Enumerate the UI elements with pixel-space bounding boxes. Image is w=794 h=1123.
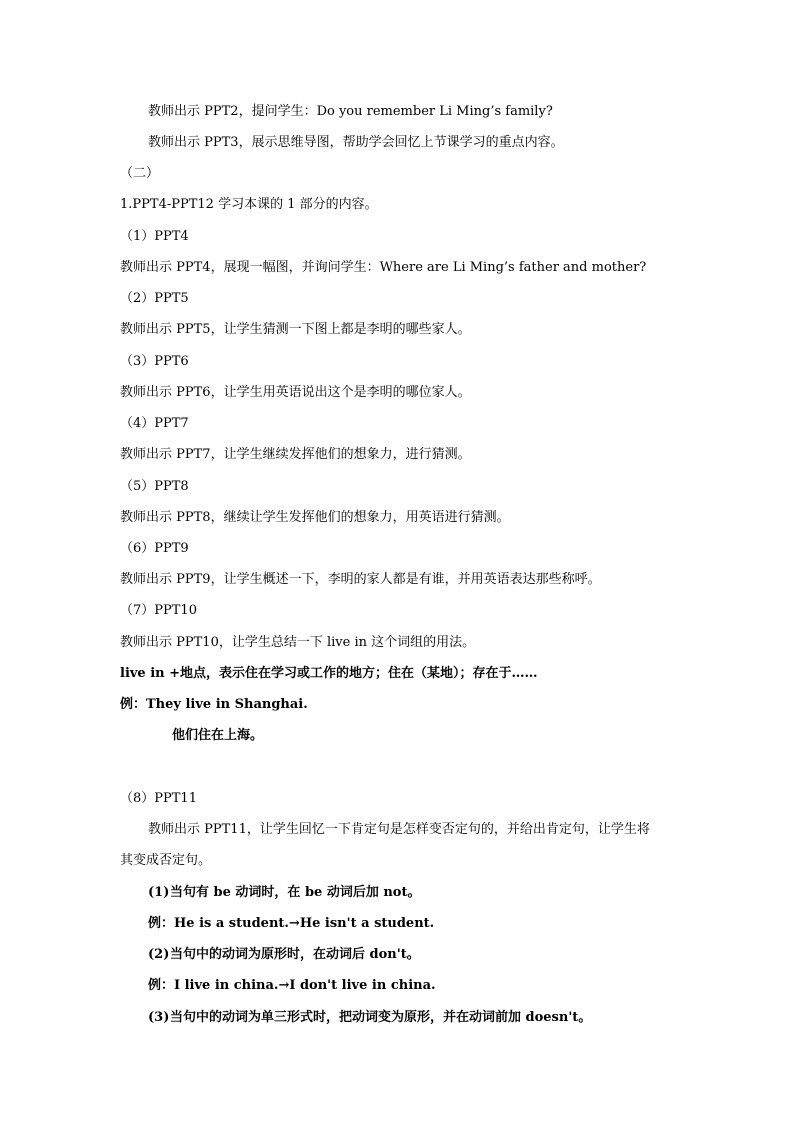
paragraph-ppt4: 教师出示 PPT4，展现一幅图，并询问学生：Where are Li Ming’s father and mother?: [120, 260, 647, 275]
paragraph-ppt9: 教师出示 PPT9，让学生概述一下，李明的家人都是有谁，并用英语表达那些称呼。: [120, 572, 601, 587]
sub-heading-ppt4: （1）PPT4: [120, 229, 189, 244]
rule-2-text: 当句中的动词为原形时，在动词后 don't。: [170, 947, 420, 962]
rule-3-number: (3): [148, 1010, 170, 1025]
example-translation: 他们住在上海。: [172, 728, 264, 743]
step-heading-1: 1.PPT4-PPT12 学习本课的 1 部分的内容。: [120, 197, 378, 212]
sub-heading-ppt7: （4）PPT7: [120, 416, 189, 431]
paragraph-ppt6: 教师出示 PPT6，让学生用英语说出这个是李明的哪位家人。: [120, 385, 471, 400]
rule-1-example: 例：He is a student.→He isn't a student.: [148, 916, 435, 931]
paragraph-ppt8: 教师出示 PPT8，继续让学生发挥他们的想象力，用英语进行猜测。: [120, 510, 510, 525]
grammar-rule-live-in: live in +地点，表示住在学习或工作的地方；住在（某地）；存在于……: [120, 666, 538, 681]
rule-1-number: (1): [148, 885, 170, 900]
sub-heading-ppt6: （3）PPT6: [120, 354, 189, 369]
paragraph-ppt3: 教师出示 PPT3，展示思维导图，帮助学会回忆上节课学习的重点内容。: [148, 135, 564, 150]
section-heading-2: （二）: [120, 166, 160, 181]
rule-2-example: 例：I live in china.→I don't live in china.: [148, 978, 436, 993]
rule-1-text: 当句有 be 动词时，在 be 动词后加 not。: [170, 885, 421, 900]
paragraph-ppt7: 教师出示 PPT7，让学生继续发挥他们的想象力，进行猜测。: [120, 447, 471, 462]
sub-heading-ppt11: （8）PPT11: [120, 791, 197, 806]
sub-heading-ppt8: （5）PPT8: [120, 479, 189, 494]
rule-3: [148, 1009, 591, 1027]
paragraph-ppt11: 教师出示 PPT11，让学生回忆一下肯定句是怎样变否定句的，并给出肯定句，让学生将: [148, 822, 650, 837]
rule-1: [148, 884, 420, 902]
sub-heading-ppt10: （7）PPT10: [120, 603, 197, 618]
paragraph-ppt11-cont: 其变成否定句。: [120, 853, 212, 868]
paragraph-ppt10: 教师出示 PPT10，让学生总结一下 live in 这个词组的用法。: [120, 635, 476, 650]
example-sentence: 例：They live in Shanghai.: [120, 697, 308, 712]
paragraph-ppt2: 教师出示 PPT2，提问学生：Do you remember Li Ming’s family?: [148, 104, 553, 119]
sub-heading-ppt9: （6）PPT9: [120, 541, 189, 556]
sub-heading-ppt5: （2）PPT5: [120, 291, 189, 306]
rule-3-text: 当句中的动词为单三形式时，把动词变为原形，并在动词前加 doesn't。: [170, 1010, 592, 1025]
rule-2-number: (2): [148, 947, 170, 962]
rule-2: [148, 946, 420, 964]
paragraph-ppt5: 教师出示 PPT5，让学生猜测一下图上都是李明的哪些家人。: [120, 322, 471, 337]
